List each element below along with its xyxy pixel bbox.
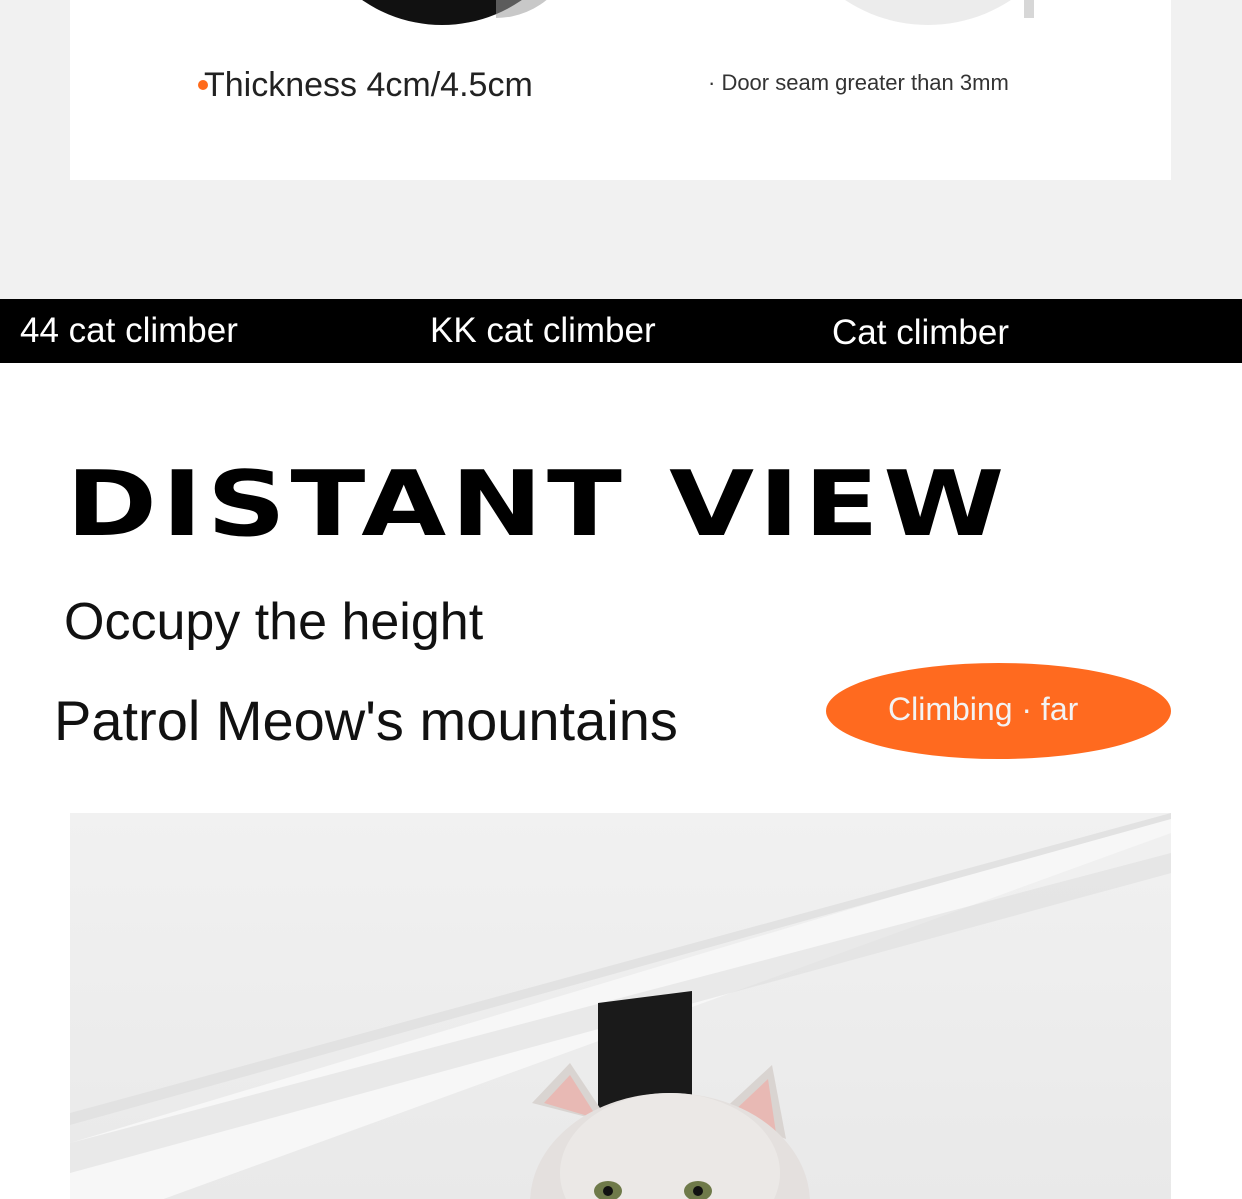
cat-photo (70, 813, 1171, 1199)
comparison-label-44: 44 cat climber (20, 311, 238, 350)
headline: DISTANT VIEW (66, 452, 1009, 557)
comparison-label-kk: KK cat climber (430, 311, 656, 350)
thickness-spec: Thickness 4cm/4.5cm (204, 66, 533, 104)
subtitle-patrol: Patrol Meow's mountains (54, 689, 678, 752)
climbing-badge-label: Climbing · far (888, 691, 1079, 727)
climbing-badge (826, 663, 1171, 759)
spec-section (0, 0, 1242, 300)
cat-on-door-illustration (70, 813, 1171, 1199)
product-thickness-image (302, 0, 582, 25)
subtitle-height: Occupy the height (64, 593, 484, 651)
door-seam-spec: · Door seam greater than 3mm (708, 70, 1009, 95)
door-seam-image (778, 0, 1078, 25)
comparison-bar (0, 299, 1242, 363)
comparison-label-cat: Cat climber (832, 313, 1009, 352)
